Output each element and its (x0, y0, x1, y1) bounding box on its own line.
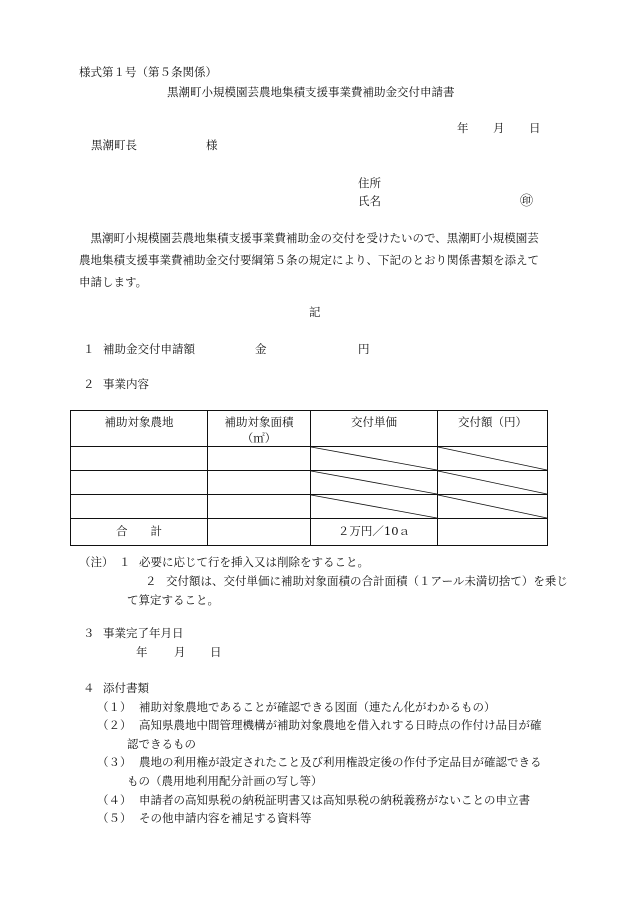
diagonal-slash (438, 471, 547, 494)
cell-area[interactable] (208, 495, 311, 519)
item1-label: 補助金交付申請額 (103, 342, 195, 356)
note1-text: 必要に応じて行を挿入又は削除をすること。 (139, 555, 369, 569)
date-year: 年 (457, 121, 469, 135)
cell-area[interactable] (208, 471, 311, 495)
addressee-name: 黒潮町長 (91, 138, 137, 152)
cell-land[interactable] (71, 495, 208, 519)
item3-number: ３ (83, 626, 95, 640)
date-month: 月 (493, 121, 505, 135)
date-day: 日 (529, 121, 541, 135)
name-label: 氏名 (358, 194, 381, 208)
attachment4-number: （４） (97, 793, 132, 807)
note1-number: １ (119, 555, 131, 569)
item2-number: ２ (83, 377, 95, 391)
header-target-area: 補助対象面積 （㎡） (208, 411, 311, 447)
table-row (71, 495, 548, 519)
cell-area[interactable] (208, 447, 311, 471)
address-label: 住所 (358, 176, 381, 190)
intro-paragraph: 黒潮町小規模園芸農地集積支援事業費補助金の交付を受けたいので、黒潮町小規模園芸農地集積支援事業費補助金交付要綱第５条の規定により、下記のとおり関係書類を添えて申請します。 (79, 231, 539, 289)
note2-text-line2: て算定すること。 (127, 593, 219, 607)
table-row (71, 447, 548, 471)
cell-unit-price-slashed (311, 447, 438, 471)
cell-unit-price-slashed (311, 471, 438, 495)
header-area-unit: （㎡） (241, 430, 277, 445)
attachment4-text: 申請者の高知県税の納税証明書又は高知県税の納税義務がないことの申立書 (139, 793, 530, 807)
document-title: 黒潮町小規模園芸農地集積支援事業費補助金交付申請書 (167, 85, 455, 99)
attachment2-number: （２） (97, 718, 132, 732)
cell-amount-slashed (438, 447, 548, 471)
cell-amount-slashed (438, 471, 548, 495)
addressee-honorific: 様 (206, 138, 218, 152)
item1-kin: 金 (255, 342, 267, 356)
table-header-row (71, 411, 548, 447)
note2-number: ２ (145, 574, 157, 588)
table-total-row (71, 519, 548, 546)
attachment2-text-line1: 高知県農地中間管理機構が補助対象農地を借入れする日時点の作付け品目が確 (139, 718, 542, 732)
diagonal-slash (438, 447, 547, 470)
attachment3-number: （３） (97, 755, 132, 769)
diagonal-slash (438, 495, 547, 518)
item1-yen: 円 (358, 342, 370, 356)
header-target-land: 補助対象農地 (71, 411, 208, 447)
attachment2-text-line2: 認できるもの (127, 737, 196, 751)
item3-year: 年 (136, 645, 148, 659)
note2-text-line1: 交付額は、交付単価に補助対象面積の合計面積（１アール未満切捨て）を乗じ (166, 574, 568, 588)
total-amount[interactable] (438, 519, 548, 546)
item4-number: ４ (83, 681, 95, 695)
item3-day: 日 (210, 645, 222, 659)
item3-label: 事業完了年月日 (103, 626, 184, 640)
item1-number: １ (83, 342, 95, 356)
item3-month: 月 (174, 645, 186, 659)
attachment3-text-line2: もの（農用地利用配分計画の写し等） (127, 774, 323, 788)
header-unit-price: 交付単価 (311, 411, 438, 447)
notes-prefix: （注） (79, 555, 114, 569)
attachment5-text: その他申請内容を補足する資料等 (139, 811, 312, 825)
project-table (70, 410, 548, 546)
diagonal-slash (311, 495, 437, 518)
total-label: 合 計 (71, 519, 208, 546)
attachment5-number: （５） (97, 811, 132, 825)
form-number: 様式第１号（第５条関係） (79, 65, 217, 79)
seal-mark: ㊞ (520, 194, 534, 209)
header-grant-amount: 交付額（円） (438, 411, 548, 447)
cell-unit-price-slashed (311, 495, 438, 519)
cell-land[interactable] (71, 471, 208, 495)
diagonal-slash (311, 471, 437, 494)
attachment1-text: 補助対象農地であることが確認できる図面（連たん化がわかるもの） (139, 700, 496, 714)
attachment3-text-line1: 農地の利用権が設定されたこと及び利用権設定後の作付予定品目が確認できる (139, 755, 542, 769)
ki-heading: 記 (309, 305, 321, 319)
item4-label: 添付書類 (103, 681, 149, 695)
total-unit-price: ２万円／10ａ (311, 519, 438, 546)
table-row (71, 471, 548, 495)
attachment1-number: （１） (97, 700, 132, 714)
item2-label: 事業内容 (103, 377, 149, 391)
diagonal-slash (311, 447, 437, 470)
cell-amount-slashed (438, 495, 548, 519)
cell-land[interactable] (71, 447, 208, 471)
total-area[interactable] (208, 519, 311, 546)
